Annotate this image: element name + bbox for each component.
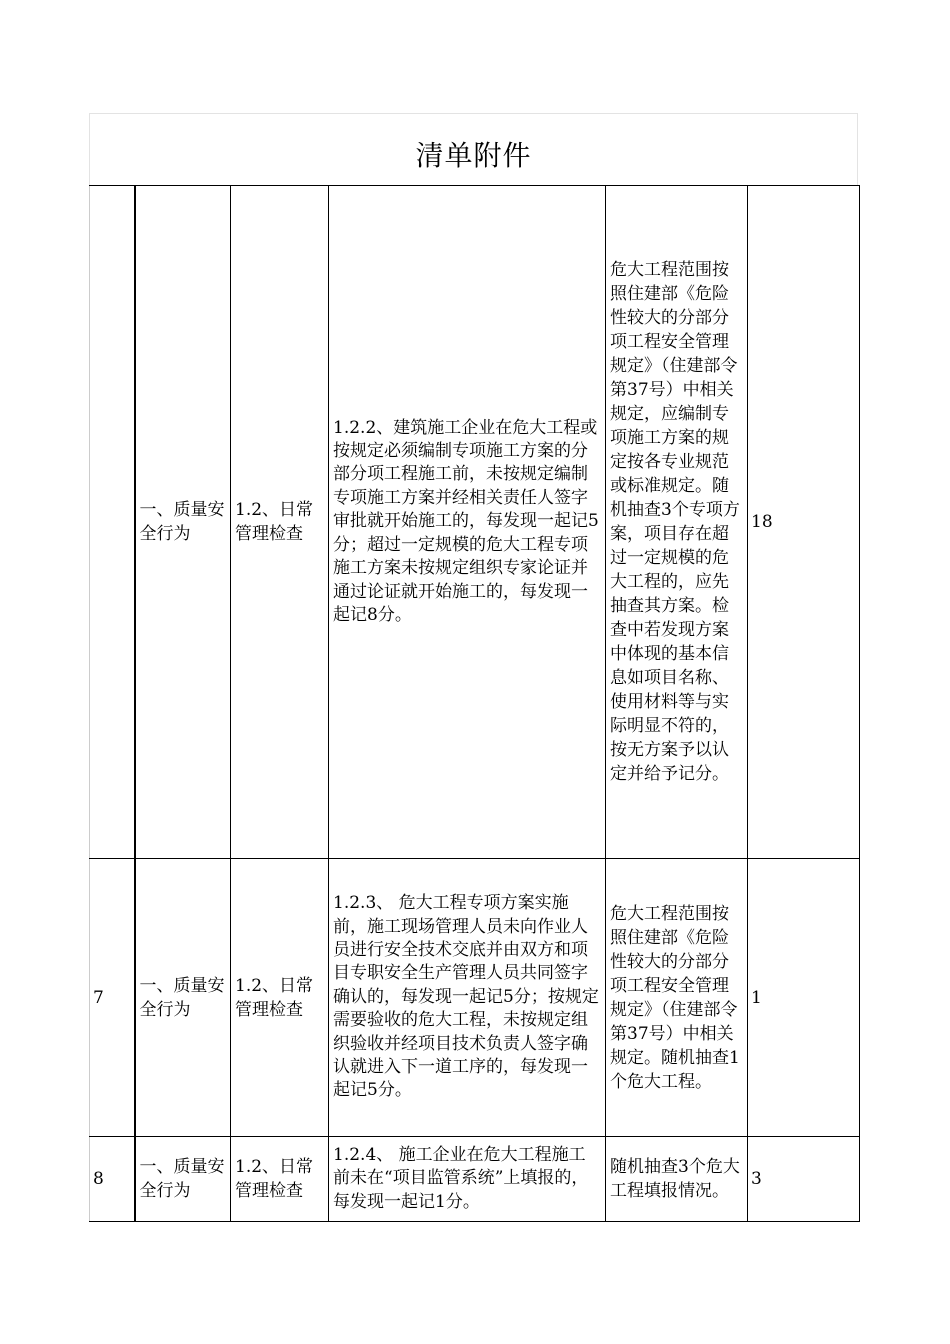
table-row <box>90 859 860 1137</box>
row-number <box>90 186 135 859</box>
category-cell: 一、质量安全行为 <box>135 186 231 859</box>
subcategory-cell: 1.2、日常管理检查 <box>231 1137 329 1222</box>
method-cell: 危大工程范围按照住建部《危险性较大的分部分项工程安全管理规定》（住建部令第37号）中相关规定，应编制专项施工方案的规定按各专业规范或标准规定。随机抽查3个专项方案，项目存在超过一定规模的危大工程的，应先抽查其方案。检查中若发现方案中体现的基本信息如项目名称、使用材料等与实际明显不符的，按无方案予以认定并给予记分。 <box>606 186 748 859</box>
checklist-table <box>89 185 860 1222</box>
row-number: 7 <box>90 859 135 1137</box>
title-box <box>89 113 858 185</box>
method-cell: 危大工程范围按照住建部《危险性较大的分部分项工程安全管理规定》（住建部令第37号）中相关规定。随机抽查1个危大工程。 <box>606 859 748 1137</box>
table-row <box>90 186 860 859</box>
subcategory-cell: 1.2、日常管理检查 <box>231 186 329 859</box>
category-cell: 一、质量安全行为 <box>135 859 231 1137</box>
page-title: 清单附件 <box>415 139 532 172</box>
description-cell: 1.2.4、 施工企业在危大工程施工前未在“项目监管系统”上填报的，每发现一起记1分。 <box>329 1137 606 1222</box>
score-cell: 3 <box>748 1137 860 1222</box>
category-cell: 一、质量安全行为 <box>135 1137 231 1222</box>
row-number: 8 <box>90 1137 135 1222</box>
method-cell: 随机抽查3个危大工程填报情况。 <box>606 1137 748 1222</box>
description-cell: 1.2.3、 危大工程专项方案实施前，施工现场管理人员未向作业人员进行安全技术交底并由双方和项目专职安全生产管理人员共同签字确认的，每发现一起记5分；按规定需要验收的危大工程，未按规定组织验收并经项目技术负责人签字确认就进入下一道工序的，每发现一起记5分。 <box>329 859 606 1137</box>
score-cell: 1 <box>748 859 860 1137</box>
score-cell: 18 <box>748 186 860 859</box>
subcategory-cell: 1.2、日常管理检查 <box>231 859 329 1137</box>
table-row <box>90 1137 860 1222</box>
description-cell: 1.2.2、建筑施工企业在危大工程或按规定必须编制专项施工方案的分部分项工程施工前，未按规定编制专项施工方案并经相关责任人签字审批就开始施工的，每发现一起记5分；超过一定规模的危大工程专项施工方案未按规定组织专家论证并通过论证就开始施工的，每发现一起记8分。 <box>329 186 606 859</box>
